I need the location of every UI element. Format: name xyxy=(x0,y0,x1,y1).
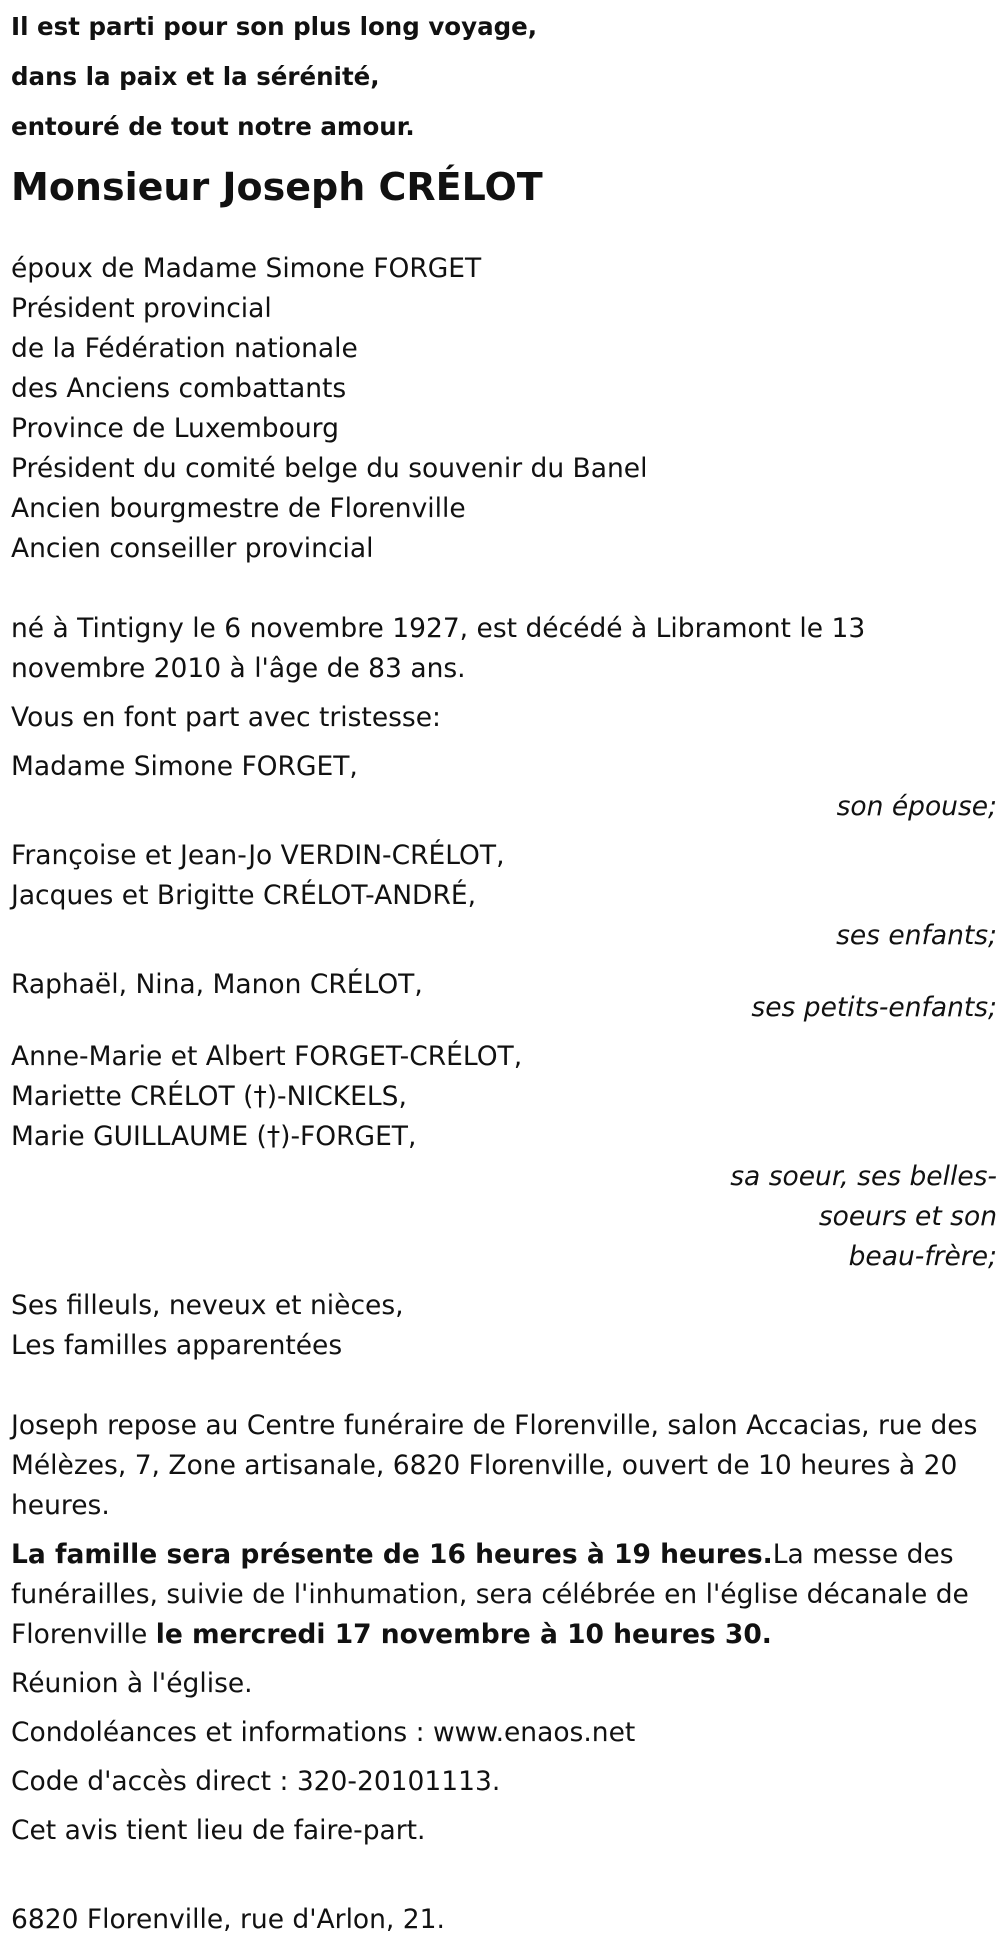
title-line: époux de Madame Simone FORGET xyxy=(11,253,482,284)
grandchildren-block xyxy=(11,965,995,1028)
others-block xyxy=(11,1286,995,1366)
access-code-text: Code d'accès direct : 320-20101113. xyxy=(11,1766,501,1797)
title-line: Province de Luxembourg xyxy=(11,413,339,444)
birth-death-text: né à Tintigny le 6 novembre 1927, est décédé à Libramont le 13 novembre 2010 à l'âge de 83 ans. xyxy=(11,613,866,684)
others-line: Ses filleuls, neveux et nièces, xyxy=(11,1290,404,1321)
title-line: des Anciens combattants xyxy=(11,373,347,404)
grandchildren-names: Raphaël, Nina, Manon CRÉLOT, xyxy=(11,969,423,1000)
family-presence: La famille sera présente de 16 heures à 19 heures. xyxy=(11,1539,773,1570)
funeral-text xyxy=(11,1535,995,1655)
children-block xyxy=(11,836,995,956)
siblings-role-line: sa soeur, ses belles- xyxy=(730,1161,997,1192)
title-line: Président du comité belge du souvenir du Banel xyxy=(11,453,648,484)
intro-line-2: dans la paix et la sérénité, xyxy=(11,62,380,91)
sibling-name: Anne-Marie et Albert FORGET-CRÉLOT, xyxy=(11,1041,523,1072)
spouse-name: Madame Simone FORGET, xyxy=(11,751,358,782)
others-line: Les familles apparentées xyxy=(11,1330,343,1361)
repose-text: Joseph repose au Centre funéraire de Florenville, salon Accacias, rue des Mélèzes, 7, Zone artisanale, 6820 Florenville, ouvert de 10 heures à 20 heures. xyxy=(11,1410,978,1521)
siblings-block xyxy=(11,1037,995,1277)
siblings-role-line: soeurs et son xyxy=(818,1201,997,1232)
children-role: ses enfants; xyxy=(836,920,997,951)
child-name: Jacques et Brigitte CRÉLOT-ANDRÉ, xyxy=(11,880,477,911)
announcement-text: Vous en font part avec tristesse: xyxy=(11,702,441,733)
mass-text: La messe des funérailles, suivie de l'inhumation, sera célébrée en l'église décanale de Florenville xyxy=(11,1539,969,1650)
intro-line-1: Il est parti pour son plus long voyage, xyxy=(11,12,538,41)
intro-line-3: entouré de tout notre amour. xyxy=(11,112,415,141)
grandchildren-role: ses petits-enfants; xyxy=(751,992,997,1023)
deceased-name: Monsieur Joseph CRÉLOT xyxy=(11,165,543,209)
titles-list xyxy=(11,249,995,569)
spouse-block xyxy=(11,747,995,827)
notice-text: Cet avis tient lieu de faire-part. xyxy=(11,1815,426,1846)
funeral-date: le mercredi 17 novembre à 10 heures 30. xyxy=(155,1619,772,1650)
spouse-role: son épouse; xyxy=(836,791,997,822)
reunion-text: Réunion à l'église. xyxy=(11,1668,253,1699)
title-line: Ancien conseiller provincial xyxy=(11,533,374,564)
title-line: Ancien bourgmestre de Florenville xyxy=(11,493,466,524)
sibling-name: Mariette CRÉLOT (†)-NICKELS, xyxy=(11,1081,407,1112)
sibling-name: Marie GUILLAUME (†)-FORGET, xyxy=(11,1121,417,1152)
intro-verse xyxy=(11,0,995,152)
obituary-notice xyxy=(11,0,995,1940)
title-line: de la Fédération nationale xyxy=(11,333,358,364)
child-name: Françoise et Jean-Jo VERDIN-CRÉLOT, xyxy=(11,840,505,871)
title-line: Président provincial xyxy=(11,293,272,324)
address-text: 6820 Florenville, rue d'Arlon, 21. xyxy=(11,1904,445,1935)
condolences-text: Condoléances et informations : www.enaos.net xyxy=(11,1717,636,1748)
siblings-role-line: beau-frère; xyxy=(848,1241,997,1272)
